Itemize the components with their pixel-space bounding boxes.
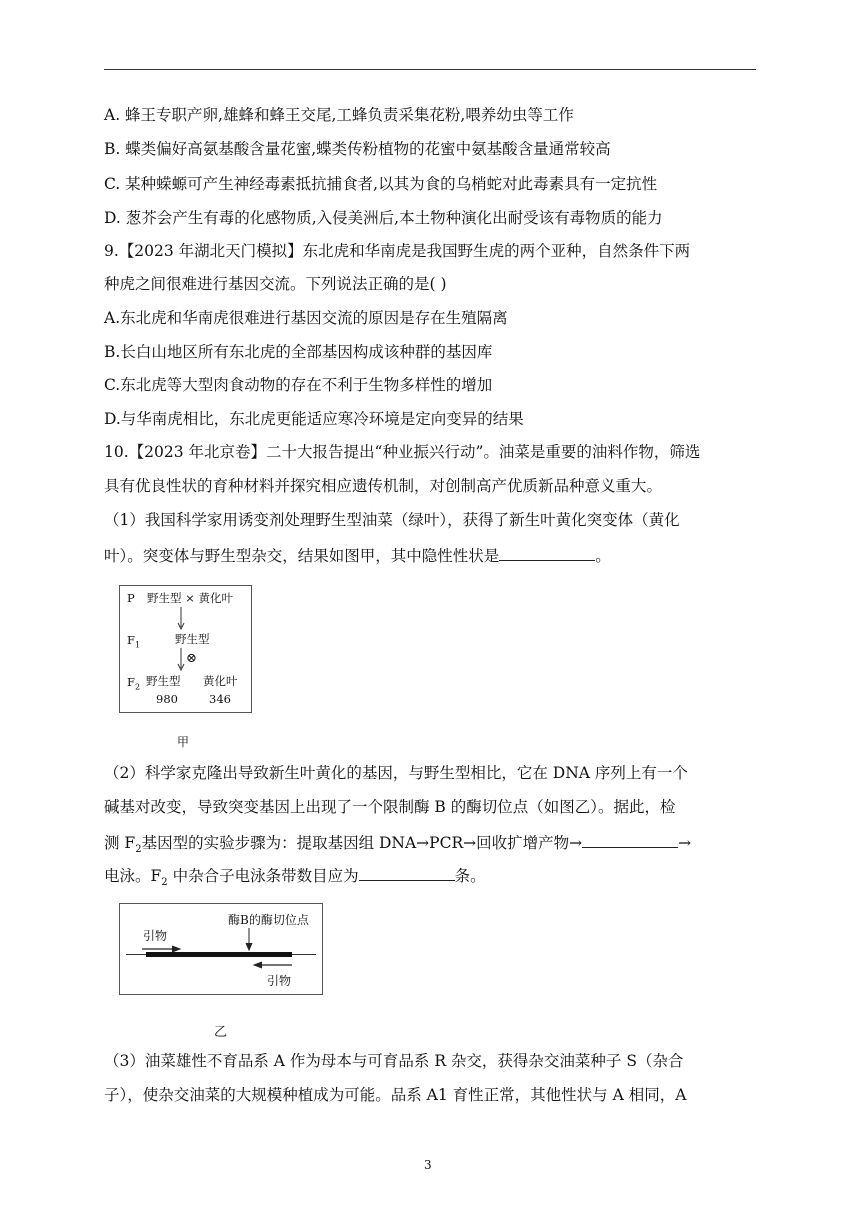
part-2-text-b: 基因型的实验步骤为：提取基因组 DNA→PCR→回收扩增产物→ [141, 834, 583, 852]
f2-wild-count: 980 [156, 692, 178, 706]
part-2-text-e: 条。 [454, 867, 486, 885]
question-9-line-1: 9.【2023 年湖北天门模拟】东北虎和华南虎是我国野生虎的两个亚种，自然条件下两 [104, 242, 691, 260]
subscript-2: 2 [161, 877, 168, 889]
q9-option-a: A.东北虎和华南虎很难进行基因交流的原因是存在生殖隔离 [104, 309, 508, 327]
q9-option-b: B.长白山地区所有东北虎的全部基因构成该种群的基因库 [104, 343, 493, 361]
page-number: 3 [424, 1158, 432, 1172]
p-cross-text: 野生型 × 黄化叶 [147, 591, 233, 605]
option-a-line: A. 蜂王专职产卵,雄蜂和蜂王交尾,工蜂负责采集花粉,喂养幼虫等工作 [104, 106, 574, 124]
part-1-text: 叶）。突变体与野生型杂交，结果如图甲，其中隐性性状是 [104, 547, 500, 565]
part-2-text-d: 中杂合子电泳条带数目应为 [167, 867, 359, 885]
primer-left-label: 引物 [143, 929, 168, 943]
header-rule [104, 69, 756, 70]
question-9-line-2: 种虎之间很难进行基因交流。下列说法正确的是( ) [104, 275, 447, 293]
part-3-line-2: 子），使杂交油菜的大规模种植成为可能。品系 A1 育性正常，其他性状与 A 相同，A [104, 1086, 687, 1104]
cut-site-arrow-icon [244, 928, 254, 952]
f1-label: $F_1$ [127, 633, 141, 650]
f2-yellow-count: 346 [209, 692, 231, 706]
down-arrow-icon [176, 607, 186, 631]
part-3-line-1: （3）油菜雄性不育品系 A 作为母本与可育品系 R 杂交，获得杂交油菜种子 S（杂合 [104, 1052, 684, 1070]
part-2-line-3 [104, 831, 691, 860]
part-1-line-2 [104, 544, 611, 566]
part-2-text-c: 电泳。F [104, 867, 162, 885]
primer-right-label: 引物 [267, 974, 292, 988]
figure-cross-diagram [119, 585, 252, 713]
question-10-line-2: 具有优良性状的育种材料并探究相应遗传机制，对创制高产优质新品种意义重大。 [104, 477, 663, 495]
question-10-line-1: 10.【2023 年北京卷】二十大报告提出“种业振兴行动”。油菜是重要的油料作物，筛选 [104, 443, 701, 461]
answer-blank-1[interactable] [499, 544, 595, 561]
part-2-arrow: → [678, 834, 692, 852]
option-d-line: D. 葱芥会产生有毒的化感物质,入侵美洲后,本土物种演化出耐受该有毒物质的能力 [104, 209, 663, 227]
p-label: P [127, 591, 135, 605]
answer-blank-2[interactable] [582, 831, 678, 848]
q9-option-d: D.与华南虎相比，东北虎更能适应寒冷环境是定向变异的结果 [104, 410, 524, 428]
option-c-line: C. 某种蝾螈可产生神经毒素抵抗捕食者,以其为食的乌梢蛇对此毒素具有一定抗性 [104, 175, 658, 193]
cut-site-label: 酶B的酶切位点 [228, 913, 309, 927]
part-2-line-4 [104, 864, 486, 893]
part-1-end: 。 [595, 547, 611, 565]
figure-b-caption: 乙 [214, 1025, 228, 1040]
figure-dna-diagram [119, 903, 323, 995]
part-2-line-2: 碱基对改变，导致突变基因上出现了一个限制酶 B 的酶切位点（如图乙）。据此，检 [104, 798, 676, 816]
primer-left-arrow-icon [252, 960, 292, 970]
selfing-icon: ⊗ [186, 651, 197, 666]
answer-blank-3[interactable] [359, 864, 455, 881]
f2-label: $F_2$ [127, 675, 141, 692]
figure-a-caption: 甲 [177, 735, 190, 749]
down-arrow-icon [176, 648, 186, 672]
option-b-line: B. 蝶类偏好高氨基酸含量花蜜,蝶类传粉植物的花蜜中氨基酸含量通常较高 [104, 140, 611, 158]
f2-wild-label: 野生型 [146, 674, 181, 688]
part-1-line-1: （1）我国科学家用诱变剂处理野生型油菜（绿叶），获得了新生叶黄化突变体（黄化 [104, 511, 680, 529]
part-2-line-1: （2）科学家克隆出导致新生叶黄化的基因，与野生型相比，它在 DNA 序列上有一个 [104, 764, 688, 782]
q9-option-c: C.东北虎等大型肉食动物的存在不利于生物多样性的增加 [104, 376, 493, 394]
f1-value: 野生型 [175, 632, 210, 646]
subscript-2: 2 [135, 844, 142, 856]
dna-amplified-segment [146, 952, 292, 957]
part-2-text-a: 测 F [104, 834, 136, 852]
f2-yellow-label: 黄化叶 [203, 674, 238, 688]
